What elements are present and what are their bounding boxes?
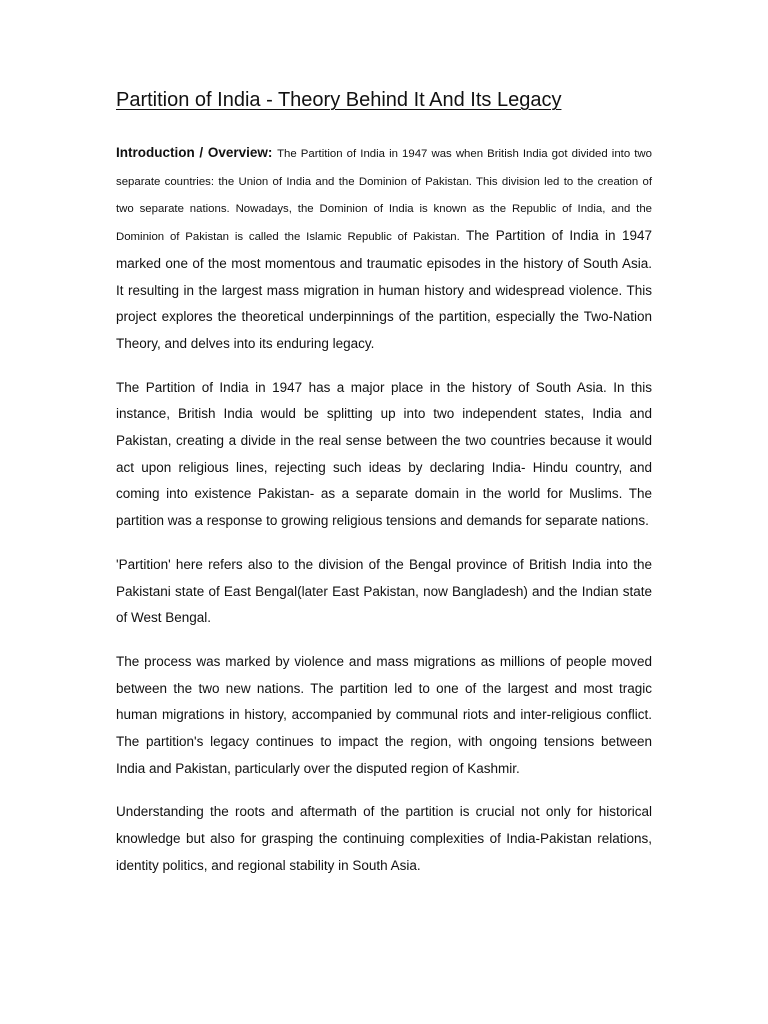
intro-small-text: The Partition of India in 1947 was when British India got divided into two separate countries: the Union of India and the Dominion of Pakistan. This division led to the creation of two separate nations. Nowadays, the Dominion of India is known as the Republic of India, and the Dominion of Pakistan is called the Islamic Republic of Pakistan. bbox=[116, 148, 652, 244]
document-title: Partition of India - Theory Behind It And Its Legacy bbox=[116, 89, 562, 111]
body-paragraph-2: 'Partition' here refers also to the division of the Bengal province of British India into the Pakistani state of East Bengal(later East Pakistan, now Bangladesh) and the Indian state of West Bengal. bbox=[116, 556, 652, 626]
body-paragraph-3: The process was marked by violence and mass migrations as millions of people moved between the two new nations. The partition led to one of the largest and most tragic human migrations in history, accompanied by communal riots and inter-religious conflict. The partition's legacy continues to impact the region, with ongoing tensions between India and Pakistan, particularly over the disputed region of Kashmir. bbox=[116, 653, 652, 776]
intro-normal-text: The Partition of India in 1947 marked one of the most momentous and traumatic episodes in the history of South Asia. It resulting in the largest mass migration in human history and widespread violence. This project explores the theoretical underpinnings of the partition, especially the Two-Nation Theory, and delves into its enduring legacy. bbox=[116, 228, 652, 351]
intro-paragraph bbox=[116, 140, 652, 358]
document-page bbox=[116, 84, 652, 880]
intro-label: Introduction / Overview: bbox=[116, 145, 273, 160]
body-paragraph-4: Understanding the roots and aftermath of the partition is crucial not only for historical knowledge but also for grasping the continuing complexities of India-Pakistan relations, identity politics, and regional stability in South Asia. bbox=[116, 804, 652, 873]
body-paragraph-1: The Partition of India in 1947 has a major place in the history of South Asia. In this instance, British India would be splitting up into two independent states, India and Pakistan, creating a divide in the real sense between the two countries because it would act upon religious lines, rejecting such ideas by declaring India- Hindu country, and coming into existence Pakistan- as a separate domain in the world for Muslims. The partition was a response to growing religious tensions and demands for separate nations. bbox=[116, 379, 652, 529]
